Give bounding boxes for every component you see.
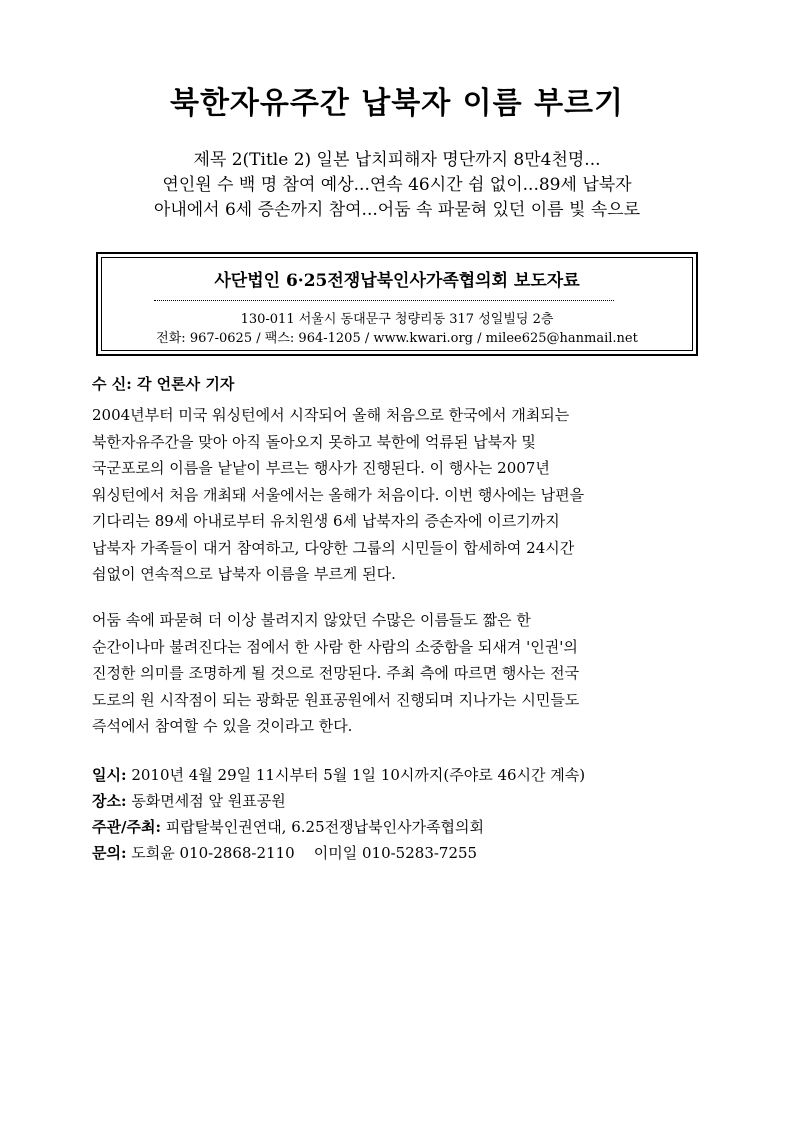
subtitle-block <box>0 148 794 223</box>
phone-label: 전화: <box>156 331 186 346</box>
contact-label: 문의: <box>92 844 127 862</box>
event-place-row <box>92 788 585 814</box>
event-contact-row <box>92 840 585 866</box>
body-line: 순간이나마 불려진다는 점에서 한 사람 한 사람의 소중함을 되새겨 '인권'의 <box>92 637 578 656</box>
body-line: 기다리는 89세 아내로부터 유치원생 6세 납북자의 증손자에 이르기까지 <box>92 512 560 530</box>
organization-address: 130-011 서울시 동대문구 청량리동 317 성일빌딩 2층 <box>240 312 554 327</box>
recipient-line: 수 신: 각 언론사 기자 <box>92 375 235 393</box>
date-label: 일시: <box>92 766 127 784</box>
body-line: 즉석에서 참여할 수 있을 것이라고 한다. <box>92 717 353 735</box>
fax-number: 964-1205 <box>298 331 361 346</box>
fax-label: 팩스: <box>264 331 295 346</box>
subtitle-line: 아내에서 6세 증손까지 참여...어둠 속 파묻혀 있던 이름 빛 속으로 <box>153 200 641 220</box>
press-box-inner-frame <box>101 257 693 351</box>
event-host-row <box>92 814 585 840</box>
organization-contacts <box>102 330 692 348</box>
separator: / <box>364 331 370 346</box>
contact-person-2: 이미일 010-5283-7255 <box>313 844 478 862</box>
body-line: 진정한 의미를 조명하게 될 것으로 전망된다. 주최 측에 따르면 행사는 전국 <box>92 664 580 682</box>
place-label: 장소: <box>92 792 127 810</box>
document-title: 북한자유주간 납북자 이름 부르기 <box>169 86 625 121</box>
body-line: 어둠 속에 파묻혀 더 이상 불려지지 않았던 수많은 이름들도 짧은 한 <box>92 611 531 629</box>
subtitle-line: 연인원 수 백 명 참여 예상...연속 46시간 쉼 없이...89세 납북자 <box>162 175 632 195</box>
body-line: 북한자유주간을 맞아 아직 돌아오지 못하고 북한에 억류된 납북자 및 <box>92 432 536 451</box>
body-line: 워싱턴에서 처음 개최돼 서울에서는 올해가 처음이다. 이번 행사에는 남편을 <box>92 485 585 504</box>
email-link[interactable]: milee625@hanmail.net <box>485 331 638 346</box>
body-paragraph-2 <box>92 607 712 740</box>
body-paragraph-1 <box>92 402 712 588</box>
body-line: 2004년부터 미국 워싱턴에서 시작되어 올해 처음으로 한국에서 개최되는 <box>92 406 570 424</box>
subtitle-line: 제목 2(Title 2) 일본 납치피해자 명단까지 8만4천명... <box>193 150 601 170</box>
body-line: 납북자 가족들이 대거 참여하고, 다양한 그룹의 시민들이 합세하여 24시간 <box>92 538 575 557</box>
separator: / <box>256 331 261 346</box>
body-line: 도로의 원 시작점이 되는 광화문 원표공원에서 진행되며 지나가는 시민들도 <box>92 690 580 709</box>
separator: / <box>477 331 482 346</box>
organization-name: 사단법인 6·25전쟁납북인사가족협의회 보도자료 <box>214 271 580 291</box>
contact-person-1: 도희윤 010-2868-2110 <box>131 844 295 862</box>
press-release-header-box <box>96 252 698 356</box>
event-date-row <box>92 762 585 788</box>
body-line: 국군포로의 이름을 낱낱이 부르는 행사가 진행된다. 이 행사는 2007년 <box>92 459 550 477</box>
event-date: 2010년 4월 29일 11시부터 5월 1일 10시까지(주야로 46시간 계속) <box>131 766 586 784</box>
website-link[interactable]: www.kwari.org <box>373 331 473 346</box>
event-details <box>92 762 585 866</box>
host-label: 주관/주최: <box>92 818 161 836</box>
event-host: 피랍탈북인권연대, 6.25전쟁납북인사가족협의회 <box>165 818 485 836</box>
phone-number: 967-0625 <box>189 331 253 346</box>
dotted-divider <box>154 300 614 301</box>
body-line: 쉼없이 연속적으로 납북자 이름을 부르게 된다. <box>92 565 396 583</box>
event-place: 동화면세점 앞 원표공원 <box>131 792 286 810</box>
